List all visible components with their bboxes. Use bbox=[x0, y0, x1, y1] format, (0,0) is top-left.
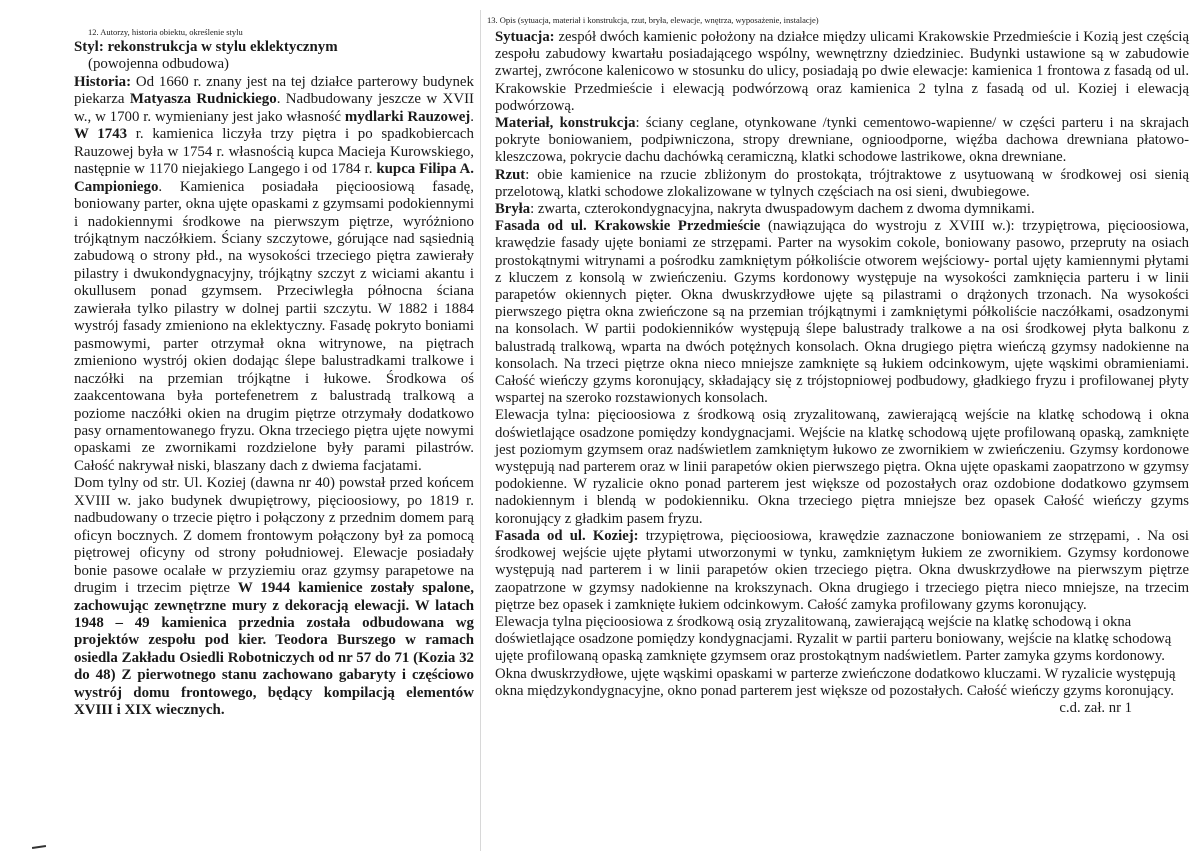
rear-house-text: Dom tylny od str. Ul. Koziej (dawna nr 40) powstał przed końcem XVIII w. jako budynek dwupiętrowy, pięcioosiowy, po 1819 r. nadbudowany o trzecie piętro i połączony z przednim domem parą oficyn bocznych. Z domem frontowym połączony był za pomocą piętrowej oficyny od strony południowej. Elewacje posiadały bonie pasowe ocalałe w przyziemiu oraz gzymsy parapetowe na drugim i trzecim piętrze bbox=[74, 475, 474, 597]
continued-note: c.d. zał. nr 1 bbox=[1059, 699, 1132, 716]
kozia-facade-label: Fasada od ul. Koziej: bbox=[495, 527, 639, 544]
massing-text: : zwarta, czterokondygnacyjna, nakryta dwuspadowym dachem z dwoma dymnikami. bbox=[530, 201, 1035, 218]
material-label: Materiał, konstrukcja bbox=[495, 115, 636, 132]
section-13-header: 13. Opis (sytuacja, materiał i konstrukcja, rzut, bryła, elewacje, wnętrza, wyposażenie, instalacje) bbox=[487, 15, 819, 25]
history-name-rauzowa: mydlarki Rauzowej bbox=[344, 108, 471, 125]
situation-label: Sytuacja: bbox=[495, 29, 555, 45]
plan-text: : obie kamienice na rzucie zbliżonym do prostokąta, trójtraktowe z usytuowaną w środkowej osi sienią przelotową, klatki schodowe zlokalizowane w tylnych częściach na osi sieni, dwubiegowe. bbox=[495, 166, 1189, 200]
material-paragraph bbox=[495, 115, 1189, 167]
front-rear-elevation-paragraph: Elewacja tylna: pięcioosiowa z środkową osią zryzalitowaną, zawierającą wejście na klatkę schodową i okna doświetlające osadzone pomiędzy kondygnacjami. Wejście na klatkę schodową ujęte profilowaną opaską, zamknięte jest poziomym gzymsem oraz nadświetlem zamkniętym łukowo ze zwornikiem w zwieńczeniu. Gzymsy kordonowe występują nad parterem oraz w linii parapetów okien pierwszego piętra. Okna ujęte opaskami zaopatrzono w gzymsy podokienne. W ryzalicie okno ponad parterem jest większe od pozostałych oraz ozdobione dodatkowo gzymsem nadokiennym i blendą w podokienniku. Okna trzeciego piętra mniejsze bez opasek Całość wieńczy gzyms koronujący z gładkim pasem fryzu. bbox=[495, 407, 1189, 527]
kozia-rear-elevation-paragraph bbox=[495, 613, 1189, 716]
history-name-campioni: kupca Filipa A. Campioniego bbox=[74, 161, 474, 195]
history-year-1743: W 1743 bbox=[74, 126, 128, 143]
history-paragraph bbox=[74, 74, 474, 475]
section-13-body bbox=[495, 29, 1189, 716]
left-column bbox=[74, 0, 474, 720]
front-facade-text: (nawiązująca do wystroju z XVIII w.): trzypiętrowa, pięcioosiowa, krawędzie fasady ujęte boniami ze strzępami. Parter na wysokim cokole, boniowany pasowo, przepruty na osiach prostokątnymi witrynami a pośrodku zamkniętym półkoliście otworem wejściowy- portal ujęty kamiennymi płytami z kluczem z konsolą w zwieńczeniu. Gzyms kordonowy występuje na wysokości zamknięcia parteru i w linii parapetów okiennych pięter. Okna dwuskrzydłowe ujęte są pilastrami o drążonych trzonach. Na wysokości pierwszego piętra okna zwieńczone są na przemian trójkątnymi i zamkniętymi półkoliście naczółkami, osadzonymi na konsolach. W partii podokienników występują ślepe balustrady tralkowe a na osi środkowej płyta balkonu z balustradą tralkową, wparta na dwóch potężnych konsolach. Okna drugiego piętra wieńczą gzymsy nadokienne na konsolach. Na trzeci piętrze okna nieco mniejsze zamknięte są łukiem odcinkowym, ujęte wąskimi obramieniami. Całość wieńczy gzyms koronujący, składający się z trójstopniowej podbudowy, gładkiego fryzu i profilowanej płyty wspartej na szeroko rozstawionych konsolach. bbox=[495, 218, 1189, 407]
history-text-5: . Kamienica posiadała pięcioosiową fasadę, boniowany parter, okna ujęte opaskami z gzymsami podokiennymi i nadokiennymi środkowe na pierwszym piętrze, wyróżniono trójkątnym naczółkiem. Ściany szczytowe, górujące nad sąsiednią zabudową o strony płd., na wysokości trzeciego piętra zawierały pilastry i dwukondygnacyjny, trójkątny szczyt z wiciami akantu i okullusem ponad gzymsem. Przeciwległa północna ściana zawierała tylko pilastry w dolnej partii szczytu. W 1882 i 1884 wystrój fasady zmieniono na eklektyczny. Fasadę pokryto boniami pasmowymi, parter otrzymał okna witrynowe, na piętrach zmieniono wystrój okien dodając ślepe balustradkami tralkowe i naczółki na przemian trójkątne i łukowe. Środkowa oś zaakcentowana była portefenetrem z balustradą tralkową a poziome naczółki okien na drugim piętrze otrzymały dodatkowo pasy ornamentowanego fryzu. Okna trzeciego piętra ujęte nowymi opaskami ze zwornikami rozdzielone były parami pilastrów. Całość nakrywał niski, blaszany dach z dwiema facjatami. bbox=[74, 178, 474, 474]
column-divider bbox=[480, 10, 481, 851]
plan-paragraph bbox=[495, 167, 1189, 201]
style-line bbox=[74, 39, 474, 56]
plan-label: Rzut bbox=[495, 166, 526, 183]
kozia-rear-elevation-text: Elewacja tylna pięcioosiowa z środkową osią zryzalitowaną, zawierającą wejście na klatkę schodową i okna doświetlające osadzone pomiędzy kondygnacjami. Ryzalit w partii parteru boniowany, wejście na klatkę schodową ujęte profilowaną opaską zamknięte gzymsem oraz prostokątnym nadświetlem. Parter zamyka gzyms kordonowy. Okna dwuskrzydłowe, ujęte wąskimi opaskami w parterze zwieńczone dodatkowo kluczami. W ryzalicie występują okna międzykondygnacyjne, okno ponad parterem jest większe od pozostałych. Całość wieńczy gzyms koronujący. bbox=[495, 613, 1176, 699]
situation-text: zespół dwóch kamienic położony na działce między ulicami Krakowskie Przedmieście i Kozią jest częścią zespołu zabudowy kwartału posiadającego wspólny, wewnętrzny dziedziniec. Budynki ustawione są w zabudowie zwartej, zwrócone kalenicowo w stosunku do ulicy, posiadają po dwie elewacje: kamienica 1 frontowa z fasadą od ul. Krakowskie Przedmieście i elewacją podwórzową oraz kamienica 2 tylna z fasadą od ul. Koziej i elewacją podwórzową. bbox=[495, 29, 1189, 114]
material-text: : ściany ceglane, otynkowane /tynki cementowo-wapienne/ w części parteru i na skrajach pokryte boniowaniem, podpiwniczona, stropy drewniane, ognioodporne, więźba dachowa drewniana płatowo-kleszczowa, pokrycie dachu dachówką ceramiczną, klatki schodowe lastrikowe, okna drewniane. bbox=[495, 115, 1189, 166]
right-column bbox=[487, 0, 1189, 717]
kozia-facade-paragraph bbox=[495, 528, 1189, 614]
style-note: (powojenna odbudowa) bbox=[88, 56, 230, 73]
rear-house-paragraph bbox=[74, 475, 474, 719]
history-label: Historia: bbox=[74, 73, 132, 90]
front-facade-paragraph bbox=[495, 218, 1189, 407]
massing-paragraph bbox=[495, 201, 1189, 218]
history-name-rudnicki: Matyasza Rudnickiego bbox=[129, 91, 277, 108]
style-label: Styl: bbox=[74, 39, 104, 55]
history-text-1: Od 1660 r. znany jest na tej działce parterowy budynek piekarza bbox=[74, 73, 474, 108]
section-12-header: 12. Autorzy, historia obiektu, określenie stylu bbox=[88, 27, 243, 37]
history-text-3: . bbox=[470, 108, 474, 125]
scan-mark bbox=[32, 845, 46, 849]
front-facade-label: Fasada od ul. Krakowskie Przedmieście bbox=[495, 218, 761, 235]
section-12-body bbox=[74, 39, 474, 720]
rear-house-bold: W 1944 kamienice zostały spalone, zachowując zewnętrzne mury z dekoracją elewacji. W latach 1948 – 49 kamienica przednia została odbudowana wg projektów zespołu pod kier. Teodora Burszego w ramach osiedla Zakładu Osiedli Robotniczych od nr 57 do 71 (Kozia 32 do 48) Z pierwotnego stanu zachowano gabaryty i częściowo wystrój domu frontowego, będący kompilacją elementów XVIII i XIX wiecznych. bbox=[74, 580, 474, 719]
kozia-facade-text: trzypiętrowa, pięcioosiowa, krawędzie zaznaczone boniowaniem ze strzępami, . Na osi środkowej wejście ujęte płytami utworzonymi w tynku, zamkniętym łukiem ze zwornikiem. Gzymsy kordonowe występują nad parterem i w linii parapetów okien trzeciego piętra. Okna dwuskrzydłowe na pierwszym piętrze zaopatrzone w gzymsy nadokienne na krokszynach. Okna drugiego i trzeciego piętra nieco mniejsze, na trzecim piętrze bez opasek i zamknięte łukiem odcinkowym. Całość zamyka profilowany gzyms koronujący. bbox=[495, 527, 1189, 613]
massing-label: Bryła bbox=[495, 201, 531, 218]
history-text-4: r. kamienica liczyła trzy piętra i po spadkobiercach Rauzowej była w 1754 r. własnością kupca Macieja Kurowskiego, następnie w 1170 niejakiego Langego i od 1784 r. bbox=[74, 126, 474, 178]
history-text-2: . Nadbudowany jeszcze w XVII w., w 1700 r. wymieniany jest jako własność bbox=[74, 91, 474, 125]
situation-paragraph bbox=[495, 29, 1189, 115]
style-value: rekonstrukcja w stylu eklektycznym bbox=[103, 39, 338, 55]
